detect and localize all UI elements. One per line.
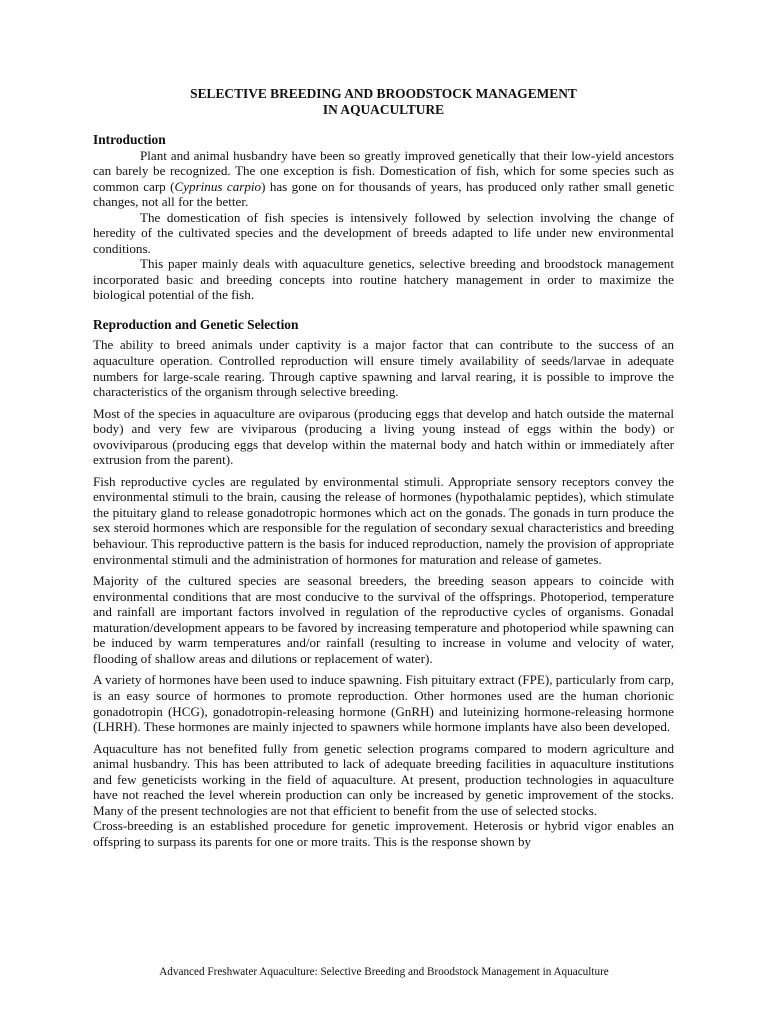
intro-paragraph-1 [93, 148, 674, 210]
document-page [93, 86, 674, 849]
title-line-2: IN AQUACULTURE [322, 102, 445, 117]
body-paragraph: Aquaculture has not benefited fully from genetic selection programs compared to modern agriculture and animal husbandry. This has been attributed to lack of adequate breeding facilities in aquaculture institutions and few geneticists working in the field of aquaculture. At present, production technologies in aquaculture have not reached the level wherein production can only be increased by genetic improvement of the stocks. Many of the present technologies are not that efficient to benefit from the use of selected stocks. [93, 740, 674, 818]
introduction-section [93, 132, 674, 303]
body-paragraph: A variety of hormones have been used to induce spawning. Fish pituitary extract (FPE), particularly from carp, is an easy source of hormones to promote reproduction. Other hormones used are the human chorionic gonadotropin (HCG), gonadotropin-releasing hormone (GnRH) and luteinizing hormone-releasing hormone (LHRH). These hormones are mainly injected to spawners while hormone implants have also been developed. [93, 672, 674, 735]
introduction-heading: Introduction [93, 132, 166, 147]
document-title [93, 86, 674, 118]
species-name: Cyprinus carpio [174, 178, 262, 194]
body-paragraph: Fish reproductive cycles are regulated by environmental stimuli. Appropriate sensory receptors convey the environmental stimuli to the brain, causing the release of hormones (hypothalamic peptides), which stimulate the pituitary gland to release gonadotropic hormones which act on the gonads. The gonads in turn produce the sex steroid hormones which are responsible for the regulation of secondary sexual characteristics and breeding behaviour. This reproductive pattern is the basis for induced reproduction, namely the provision of appropriate environmental stimuli and the administration of hormones for maturation and release of gametes. [93, 473, 674, 567]
intro-p1-text-a: Plant and animal husbandry have been so greatly improved genetically that their low-yield ancestors can barely be recognized. The one exception is fish. Domestication of fish, which for some species such as common carp ( [93, 147, 674, 194]
intro-paragraph-2: The domestication of fish species is intensively followed by selection involving the change of heredity of the cultivated species and the development of breeds adapted to life under new environmental conditions. [93, 209, 674, 256]
reproduction-heading: Reproduction and Genetic Selection [93, 316, 299, 332]
intro-p1-text-b: ) has gone on for thousands of years, has produced only rather small genetic changes, not all for the better. [93, 178, 675, 210]
body-paragraph: The ability to breed animals under captivity is a major factor that can contribute to the success of an aquaculture operation. Controlled reproduction will ensure timely availability of seeds/larvae in adequate numbers for large-scale rearing. Through captive spawning and larval rearing, it is possible to improve the characteristics of the organism through selective breeding. [93, 337, 674, 400]
body-paragraph: Most of the species in aquaculture are oviparous (producing eggs that develop and hatch outside the maternal body) and very few are viviparous (producing a living young instead of eggs within the body) or ovoviviparous (producing eggs that develop within the maternal body and hatch within or immediately after extrusion from the parent). [93, 405, 674, 468]
reproduction-section [93, 317, 674, 849]
intro-paragraph-3: This paper mainly deals with aquaculture genetics, selective breeding and broodstock management incorporated basic and breeding concepts into routine hatchery management in order to maximize the biological potential of the fish. [93, 256, 674, 303]
body-paragraph: Majority of the cultured species are seasonal breeders, the breeding season appears to coincide with environmental conditions that are most conducive to the survival of the offsprings. Photoperiod, temperature and rainfall are important factors involved in regulation of the reproductive cycles of organisms. Gonadal maturation/development appears to be favored by increasing temperature and photoperiod while spawning can be induced by warm temperatures and/or rainfall (resulting to increase in volume and velocity of water, flooding of shallow areas and dilutions or replacement of water). [93, 573, 674, 666]
body-paragraph: Cross-breeding is an established procedure for genetic improvement. Heterosis or hybrid vigor enables an offspring to surpass its parents for one or more traits. This is the response shown by [93, 818, 674, 849]
title-line-1: SELECTIVE BREEDING AND BROODSTOCK MANAGEMENT [190, 86, 577, 101]
page-footer: Advanced Freshwater Aquaculture: Selective Breeding and Broodstock Management in Aquaculture [159, 966, 609, 978]
